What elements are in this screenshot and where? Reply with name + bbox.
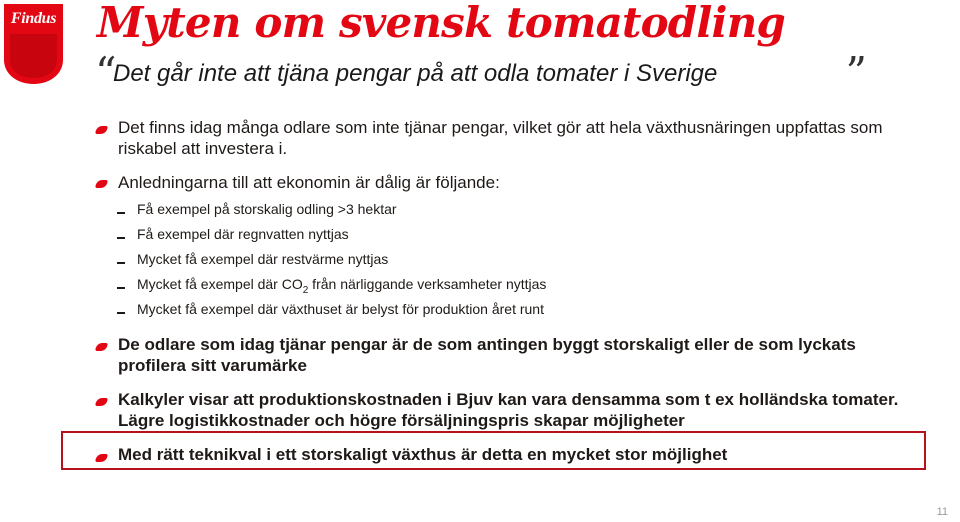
bullet-icon	[95, 398, 108, 406]
dash-icon	[117, 312, 125, 314]
dash-icon	[117, 237, 125, 239]
dash-icon	[117, 262, 125, 264]
bullet-icon	[95, 180, 108, 188]
subitem-4	[137, 275, 546, 300]
logo-text: Findus	[10, 10, 57, 27]
subitem-2: Få exempel där regnvatten nyttjas	[137, 226, 349, 242]
findus-logo	[4, 4, 63, 84]
subitem-4-after: från närliggande verksamheter nyttjas	[308, 276, 547, 292]
subitem-3: Mycket få exempel där restvärme nyttjas	[137, 251, 389, 267]
bullet-text-5: Med rätt teknikval i ett storskaligt växthus är detta en mycket stor möjlighet	[118, 445, 728, 464]
subitem-1: Få exempel på storskalig odling >3 hektar	[137, 201, 397, 217]
bullet-icon	[95, 126, 108, 134]
subtitle	[95, 48, 875, 97]
subitem-5: Mycket få exempel där växthuset är belyst för produktion året runt	[137, 301, 544, 317]
bullet-icon	[95, 343, 108, 351]
bullet-text-2: Anledningarna till att ekonomin är dålig är följande:	[118, 173, 500, 192]
subtitle-text: Det går inte att tjäna pengar på att odla tomater i Sverige	[113, 60, 718, 87]
page-number: 11	[936, 506, 948, 518]
subitem-4-before: Mycket få exempel där CO	[137, 276, 303, 292]
dash-icon	[117, 212, 125, 214]
open-quote: “	[95, 48, 117, 97]
bullet-text-1: Det finns idag många odlare som inte tjänar pengar, vilket gör att hela växthusnäringen uppfattas som riskabel att investera i.	[118, 118, 883, 158]
page-title: Myten om svensk tomatodling	[97, 0, 785, 47]
bullet-text-3: De odlare som idag tjänar pengar är de som antingen byggt storskaligt eller de som lyckats profilera sitt varumärke	[118, 335, 856, 375]
bullet-text-4: Kalkyler visar att produktionskostnaden i Bjuv kan vara densamma som t ex holländska tomater. Lägre logistikkostnader och högre försäljningspris skapar möjligheter	[118, 390, 899, 430]
close-quote: ”	[845, 48, 867, 97]
dash-icon	[117, 287, 125, 289]
co2-subscript: 2	[302, 284, 309, 296]
